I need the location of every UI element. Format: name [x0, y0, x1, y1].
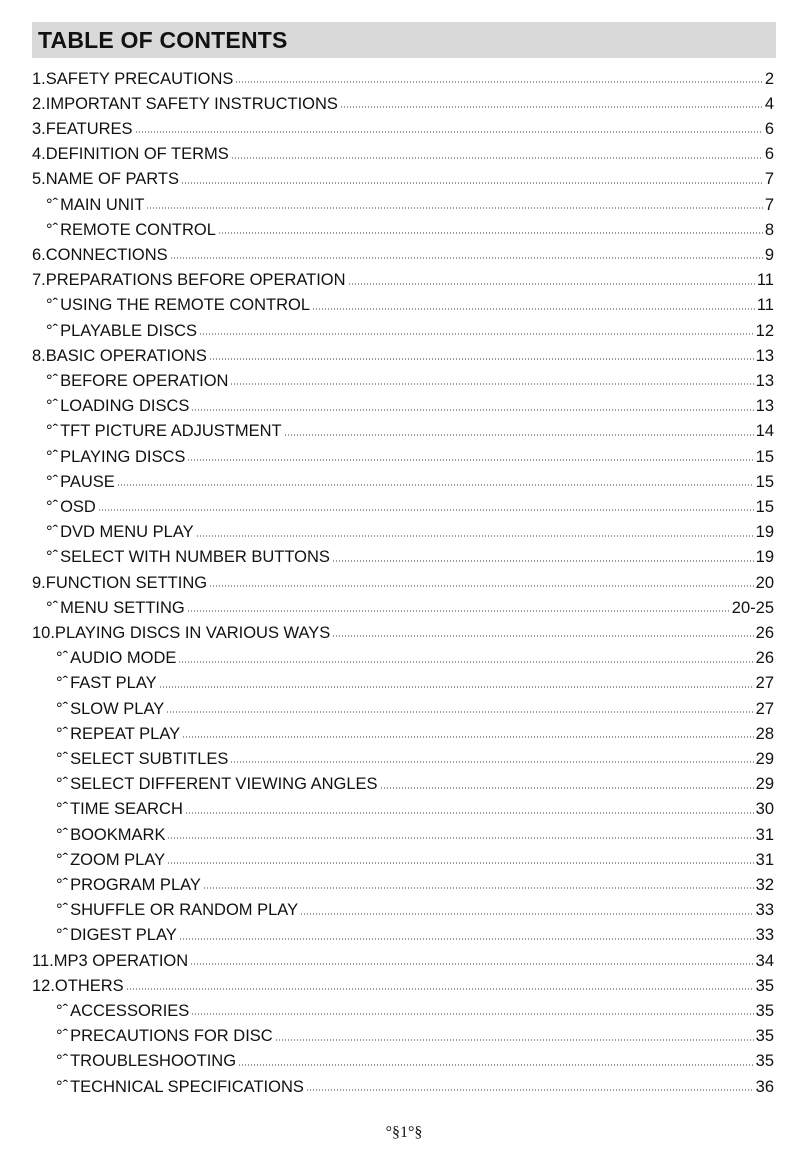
toc-entry-page: 27: [755, 699, 774, 718]
toc-entry[interactable]: [46, 395, 774, 419]
dot-leader: [196, 535, 754, 537]
dot-leader: [348, 283, 755, 285]
bullet-icon: °ˆ: [46, 598, 59, 617]
dot-leader: [146, 207, 762, 209]
toc-entry-label: ZOOM PLAY: [70, 850, 166, 869]
dot-leader: [185, 812, 754, 814]
toc-entry-label: REPEAT PLAY: [70, 724, 181, 743]
toc-entry-page: 13: [755, 371, 774, 390]
bullet-icon: °ˆ: [46, 296, 59, 315]
dot-leader: [167, 862, 754, 864]
toc-entry-page: 20-25: [731, 598, 774, 617]
toc-entry[interactable]: [32, 571, 774, 595]
toc-entry[interactable]: [56, 823, 774, 847]
toc-entry-label: 3.FEATURES: [32, 119, 133, 138]
bullet-icon: °ˆ: [46, 321, 59, 340]
bullet-icon: °ˆ: [46, 220, 59, 239]
toc-entry[interactable]: [46, 369, 774, 393]
toc-entry-page: 2: [764, 69, 774, 88]
dot-leader: [191, 1013, 753, 1015]
toc-entry-label: AUDIO MODE: [70, 649, 177, 668]
toc-entry-label: TIME SEARCH: [70, 800, 183, 819]
toc-entry[interactable]: [32, 949, 774, 973]
bullet-icon: °ˆ: [46, 497, 59, 516]
bullet-icon: °ˆ: [56, 901, 69, 920]
bullet-icon: °ˆ: [56, 1027, 69, 1046]
toc-entry[interactable]: [56, 722, 774, 746]
toc-entry-label: FAST PLAY: [70, 674, 157, 693]
toc-entry[interactable]: [56, 798, 774, 822]
bullet-icon: °ˆ: [56, 749, 69, 768]
toc-entry-page: 15: [755, 472, 774, 491]
dot-leader: [380, 787, 754, 789]
dot-leader: [230, 761, 753, 763]
toc-entry-label: LOADING DISCS: [60, 397, 190, 416]
bullet-icon: °ˆ: [56, 800, 69, 819]
toc-entry-page: 20: [755, 573, 774, 592]
bullet-icon: °ˆ: [56, 1001, 69, 1020]
toc-entry-page: 27: [755, 674, 774, 693]
toc-entry-page: 15: [755, 447, 774, 466]
toc-entry-page: 35: [755, 1027, 774, 1046]
dot-leader: [187, 459, 753, 461]
dot-leader: [182, 736, 754, 738]
dot-leader: [332, 560, 754, 562]
toc-entry[interactable]: [32, 168, 774, 192]
toc-entry[interactable]: [46, 470, 774, 494]
toc-entry[interactable]: [32, 974, 774, 998]
toc-entry-label: 12.OTHERS: [32, 976, 124, 995]
toc-entry-label: 9.FUNCTION SETTING: [32, 573, 208, 592]
toc-entry[interactable]: [46, 319, 774, 343]
bullet-icon: °ˆ: [56, 649, 69, 668]
toc-entry-page: 9: [764, 245, 774, 264]
toc-entry[interactable]: [46, 445, 774, 469]
toc-entry[interactable]: [46, 294, 774, 318]
toc-entry[interactable]: [56, 1075, 774, 1099]
toc-entry-label: SHUFFLE OR RANDOM PLAY: [70, 901, 299, 920]
toc-entry-page: 33: [755, 926, 774, 945]
dot-leader: [199, 333, 754, 335]
toc-entry[interactable]: [56, 773, 774, 797]
toc-entry-label: DIGEST PLAY: [70, 926, 177, 945]
dot-leader: [126, 988, 754, 990]
bullet-icon: °ˆ: [56, 1077, 69, 1096]
toc-entry-page: 8: [764, 220, 774, 239]
dot-leader: [238, 1064, 754, 1066]
toc-entry-page: 30: [755, 800, 774, 819]
toc-entry[interactable]: [56, 924, 774, 948]
bullet-icon: °ˆ: [46, 447, 59, 466]
page-title: TABLE OF CONTENTS: [38, 26, 288, 53]
toc-entry-page: 35: [755, 1052, 774, 1071]
toc-entry-label: SELECT SUBTITLES: [70, 749, 229, 768]
bullet-icon: °ˆ: [46, 195, 59, 214]
bullet-icon: °ˆ: [56, 926, 69, 945]
bullet-icon: °ˆ: [46, 548, 59, 567]
toc-entry[interactable]: [32, 243, 774, 267]
toc-entry-page: 33: [755, 901, 774, 920]
dot-leader: [218, 232, 763, 234]
dot-leader: [98, 509, 754, 511]
toc-entry-label: 2.IMPORTANT SAFETY INSTRUCTIONS: [32, 94, 338, 113]
toc-entry-label: REMOTE CONTROL: [60, 220, 216, 239]
dot-leader: [340, 106, 763, 108]
dot-leader: [190, 963, 753, 965]
toc-entry-label: USING THE REMOTE CONTROL: [60, 296, 311, 315]
toc-entry-label: PLAYABLE DISCS: [60, 321, 198, 340]
toc-entry[interactable]: [32, 621, 774, 645]
dot-leader: [209, 358, 754, 360]
toc-entry-label: PLAYING DISCS: [60, 447, 186, 466]
toc-entry[interactable]: [46, 546, 774, 570]
toc-entry-label: SLOW PLAY: [70, 699, 165, 718]
toc-entry[interactable]: [56, 899, 774, 923]
toc-entry-label: 8.BASIC OPERATIONS: [32, 346, 207, 365]
dot-leader: [159, 686, 754, 688]
toc-entry-page: 7: [764, 195, 774, 214]
toc-entry-page: 4: [764, 94, 774, 113]
bullet-icon: °ˆ: [46, 371, 59, 390]
toc-entry-label: 6.CONNECTIONS: [32, 245, 168, 264]
bullet-icon: °ˆ: [46, 523, 59, 542]
toc-entry[interactable]: [56, 1025, 774, 1049]
toc-entry[interactable]: [46, 596, 774, 620]
dot-leader: [275, 1039, 754, 1041]
dot-leader: [135, 131, 763, 133]
bullet-icon: °ˆ: [56, 825, 69, 844]
bullet-icon: °ˆ: [56, 699, 69, 718]
dot-leader: [332, 635, 753, 637]
toc-entry[interactable]: [56, 873, 774, 897]
dot-leader: [167, 837, 753, 839]
toc-entry-page: 12: [755, 321, 774, 340]
toc-entry-page: 6: [764, 145, 774, 164]
toc-entry[interactable]: [56, 999, 774, 1023]
bullet-icon: °ˆ: [46, 422, 59, 441]
toc-entry-page: 14: [755, 422, 774, 441]
toc-entry-label: ACCESSORIES: [70, 1001, 190, 1020]
toc-entry-label: PAUSE: [60, 472, 115, 491]
dot-leader: [191, 409, 753, 411]
toc-entry[interactable]: [56, 672, 774, 696]
toc-entry-label: SELECT DIFFERENT VIEWING ANGLES: [70, 775, 378, 794]
toc-entry[interactable]: [56, 747, 774, 771]
title-bar: [32, 22, 776, 58]
toc-entry-label: TROUBLESHOOTING: [70, 1052, 237, 1071]
toc-entry-label: 4.DEFINITION OF TERMS: [32, 145, 229, 164]
bullet-icon: °ˆ: [56, 724, 69, 743]
toc-entry-label: 7.PREPARATIONS BEFORE OPERATION: [32, 271, 346, 290]
dot-leader: [209, 585, 754, 587]
bullet-icon: °ˆ: [46, 472, 59, 491]
toc-entry-label: 10.PLAYING DISCS IN VARIOUS WAYS: [32, 623, 331, 642]
toc-entry[interactable]: [56, 1050, 774, 1074]
toc-entry[interactable]: [46, 420, 774, 444]
toc-entry-label: 11.MP3 OPERATION: [32, 951, 189, 970]
dot-leader: [117, 484, 754, 486]
toc-entry-label: BOOKMARK: [70, 825, 166, 844]
toc-entry-label: PROGRAM PLAY: [70, 875, 201, 894]
dot-leader: [166, 711, 753, 713]
toc-entry-page: 26: [755, 649, 774, 668]
toc-entry-page: 31: [755, 825, 774, 844]
toc-entry-label: PRECAUTIONS FOR DISC: [70, 1027, 273, 1046]
dot-leader: [203, 887, 754, 889]
toc-entry[interactable]: [46, 193, 774, 217]
toc-entry-label: 1.SAFETY PRECAUTIONS: [32, 69, 234, 88]
bullet-icon: °ˆ: [56, 674, 69, 693]
toc-entry[interactable]: [32, 67, 774, 91]
toc-entry-label: MENU SETTING: [60, 598, 185, 617]
toc-entry-page: 13: [755, 397, 774, 416]
toc-entry-page: 29: [755, 775, 774, 794]
bullet-icon: °ˆ: [46, 397, 59, 416]
toc-entry-page: 26: [755, 623, 774, 642]
toc-entry[interactable]: [56, 697, 774, 721]
toc-entry-page: 31: [755, 850, 774, 869]
dot-leader: [231, 157, 763, 159]
toc-entry-label: 5.NAME OF PARTS: [32, 170, 180, 189]
toc-entry-page: 15: [755, 497, 774, 516]
toc-entry-page: 19: [755, 523, 774, 542]
toc-entry-page: 35: [755, 1001, 774, 1020]
dot-leader: [179, 938, 754, 940]
dot-leader: [181, 182, 763, 184]
bullet-icon: °ˆ: [56, 775, 69, 794]
toc-entry-label: DVD MENU PLAY: [60, 523, 194, 542]
toc-entry[interactable]: [32, 143, 774, 167]
dot-leader: [187, 610, 730, 612]
toc-entry-label: MAIN UNIT: [60, 195, 145, 214]
dot-leader: [312, 308, 755, 310]
toc-entry[interactable]: [56, 848, 774, 872]
toc-entry[interactable]: [32, 269, 774, 293]
toc-entry[interactable]: [46, 495, 774, 519]
toc-entry-page: 7: [764, 170, 774, 189]
toc-entry-page: 19: [755, 548, 774, 567]
toc-entry-page: 28: [755, 724, 774, 743]
bullet-icon: °ˆ: [56, 1052, 69, 1071]
toc-entry-label: BEFORE OPERATION: [60, 371, 229, 390]
bullet-icon: °ˆ: [56, 850, 69, 869]
toc-entry-page: 11: [756, 271, 774, 290]
toc-entry-page: 29: [755, 749, 774, 768]
toc-entry-page: 11: [756, 296, 774, 315]
toc-entry-page: 36: [755, 1077, 774, 1096]
toc-entry-label: SELECT WITH NUMBER BUTTONS: [60, 548, 330, 567]
dot-leader: [178, 661, 753, 663]
dot-leader: [300, 913, 754, 915]
toc-entry-label: TFT PICTURE ADJUSTMENT: [60, 422, 282, 441]
toc-entry-label: OSD: [60, 497, 96, 516]
dot-leader: [235, 81, 762, 83]
dot-leader: [170, 257, 763, 259]
toc-entry-label: TECHNICAL SPECIFICATIONS: [70, 1077, 304, 1096]
toc-entry[interactable]: [32, 117, 774, 141]
toc-entry[interactable]: [56, 647, 774, 671]
bullet-icon: °ˆ: [56, 875, 69, 894]
toc-entry[interactable]: [46, 218, 774, 242]
dot-leader: [306, 1089, 754, 1091]
toc-entry-page: 34: [755, 951, 774, 970]
toc-entry-page: 32: [755, 875, 774, 894]
toc-entry[interactable]: [46, 521, 774, 545]
toc-entry-page: 35: [755, 976, 774, 995]
toc-entry-page: 6: [764, 119, 774, 138]
page-number: °§1°§: [385, 1124, 423, 1141]
dot-leader: [230, 383, 753, 385]
toc-entry-page: 13: [755, 346, 774, 365]
toc-entry[interactable]: [32, 344, 774, 368]
dot-leader: [284, 434, 754, 436]
toc-entry[interactable]: [32, 92, 774, 116]
